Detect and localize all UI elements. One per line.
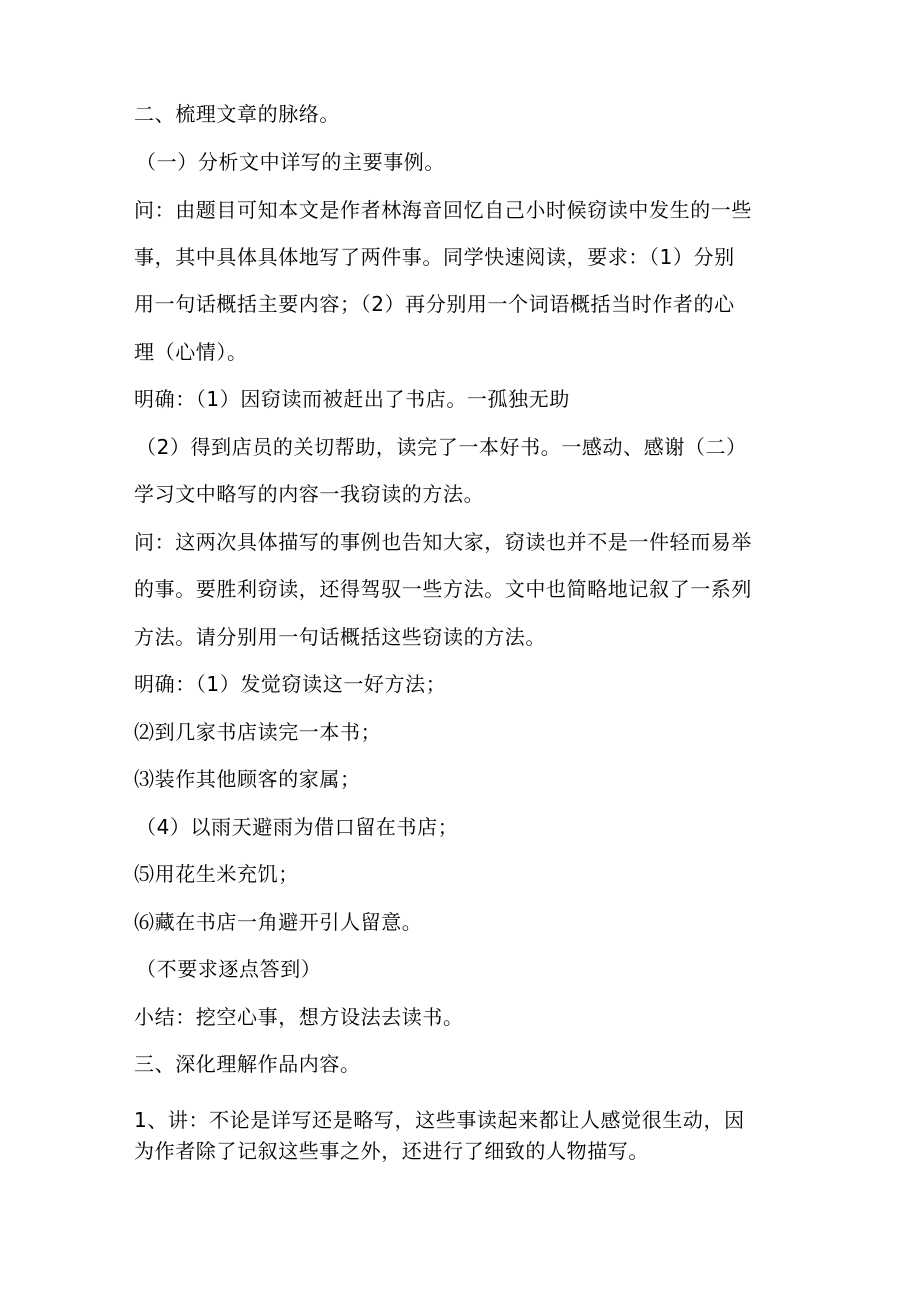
summary-line: 小结：挖空心事，想方设法去读书。 — [134, 1005, 464, 1029]
paragraph-line: 为作者除了记叙这些事之外，还进行了细致的人物描写。 — [134, 1139, 649, 1163]
section-heading-2: 二、梳理文章的脉络。 — [134, 102, 340, 126]
subsection-heading-1: （一）分析文中详写的主要事例。 — [136, 150, 445, 174]
list-item: ⑹藏在书店一角避开引人留意。 — [134, 910, 423, 934]
answer-line: （2）得到店员的关切帮助，读完了一本好书。一感动、感谢（二） — [136, 435, 747, 459]
answer-line: 明确：（1）因窃读而被赶出了书店。一孤独无助 — [134, 387, 570, 411]
list-item: ⑸用花生米充饥； — [134, 862, 299, 886]
list-item: （4）以雨天避雨为借口留在书店； — [136, 815, 459, 839]
subsection-heading-2: 学习文中略写的内容一我窃读的方法。 — [134, 482, 485, 506]
paragraph-line: 1、讲：不论是详写还是略写，这些事读起来都让人感觉很生动，因 — [134, 1108, 745, 1132]
question-line: 方法。请分别用一句话概括这些窃读的方法。 — [134, 625, 546, 649]
question-line: 用一句话概括主要内容；（2）再分别用一个词语概括当时作者的心 — [134, 292, 735, 316]
answer-line: 明确：（1）发觉窃读这一好方法； — [134, 672, 447, 696]
section-heading-3: 三、深化理解作品内容。 — [134, 1052, 361, 1076]
note-line: （不要求逐点答到） — [136, 957, 322, 981]
list-item: ⑶装作其他顾客的家属； — [134, 767, 361, 791]
question-line: 事，其中具体具体地写了两件事。同学快速阅读，要求：（1）分别 — [134, 245, 735, 269]
question-line: 的事。要胜利窃读，还得驾驭一些方法。文中也简略地记叙了一系列 — [134, 577, 752, 601]
question-line: 理（心情）。 — [134, 340, 248, 364]
question-line: 问：这两次具体描写的事例也告知大家，窃读也并不是一件轻而易举 — [134, 530, 752, 554]
list-item: ⑵到几家书店读完一本书； — [134, 720, 382, 744]
question-line: 问：由题目可知本文是作者林海音回忆自己小时候窃读中发生的一些 — [134, 198, 752, 222]
